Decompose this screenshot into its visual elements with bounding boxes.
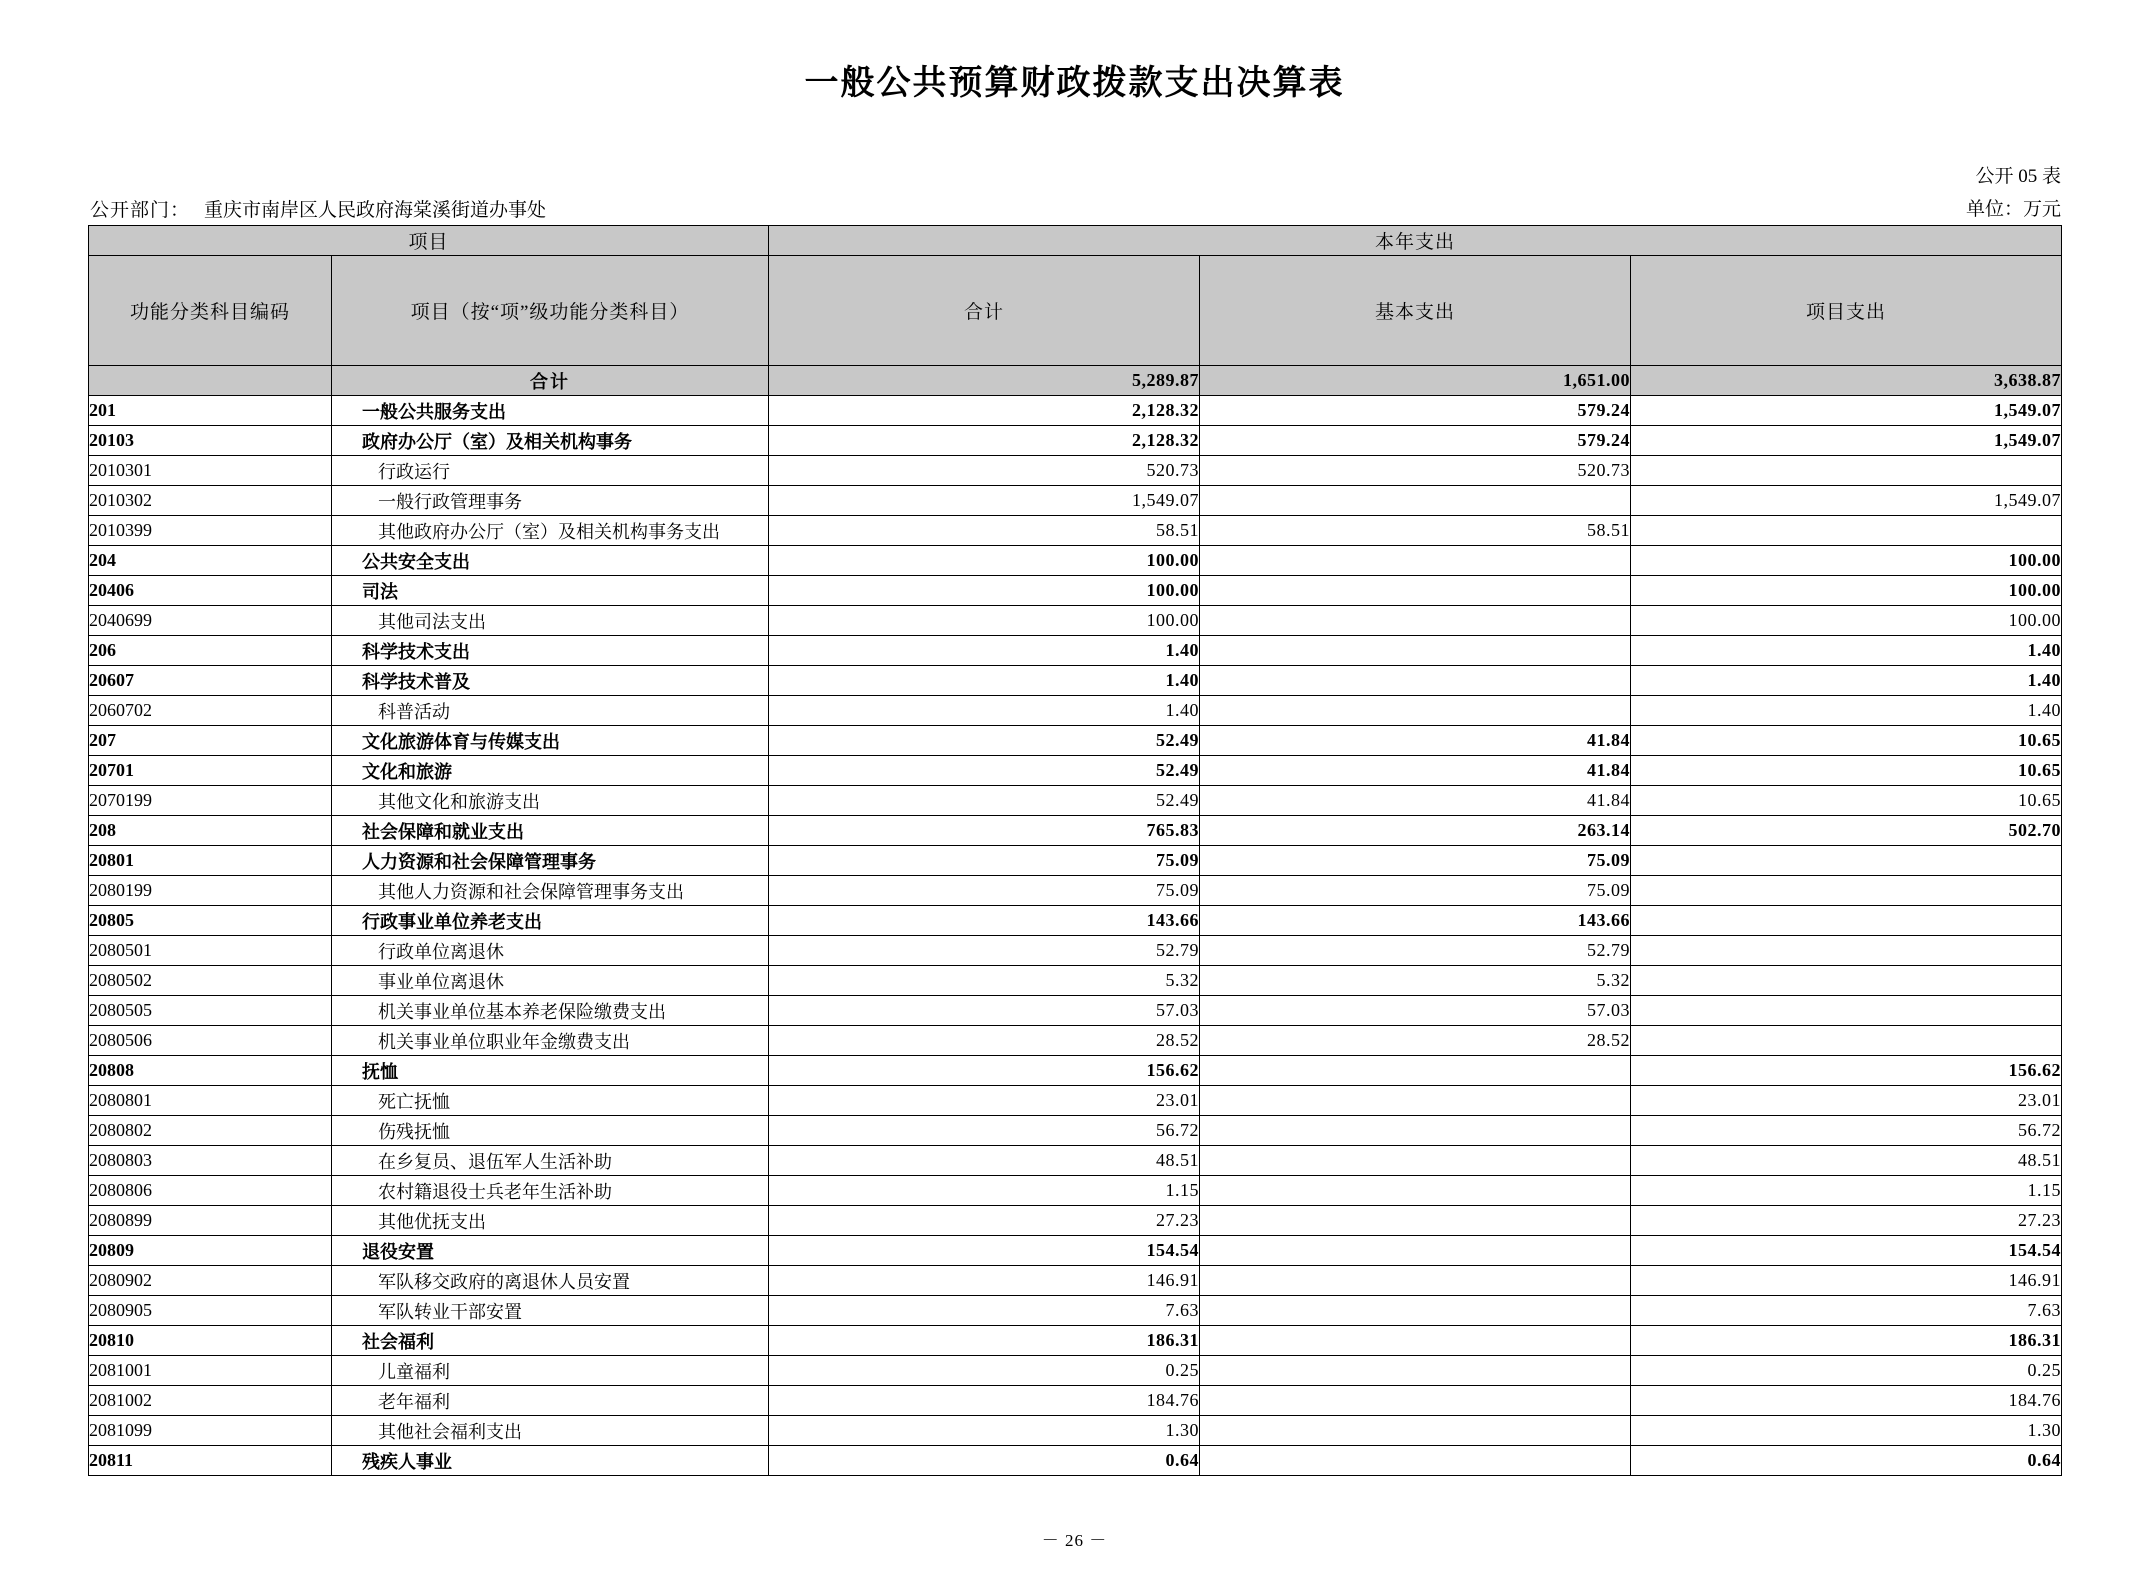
row-basic	[1200, 1206, 1631, 1236]
total-row-total: 5,289.87	[769, 366, 1200, 396]
row-basic: 41.84	[1200, 756, 1631, 786]
total-row-basic: 1,651.00	[1200, 366, 1631, 396]
table-row	[89, 846, 2062, 876]
row-name: 社会保障和就业支出	[332, 816, 769, 846]
row-total: 23.01	[769, 1086, 1200, 1116]
row-total: 186.31	[769, 1326, 1200, 1356]
page-title: 一般公共预算财政拨款支出决算表	[804, 65, 1345, 102]
table-row	[89, 516, 2062, 546]
budget-table	[88, 225, 2062, 1476]
row-name: 其他司法支出	[332, 606, 769, 636]
row-name: 行政事业单位养老支出	[332, 906, 769, 936]
row-name: 其他社会福利支出	[332, 1416, 769, 1446]
row-total: 75.09	[769, 876, 1200, 906]
table-row	[89, 576, 2062, 606]
row-code: 2070199	[89, 786, 332, 816]
row-project: 1,549.07	[1631, 396, 2062, 426]
row-basic	[1200, 1356, 1631, 1386]
page-footer: － 26 －	[1041, 1531, 1108, 1550]
row-project: 100.00	[1631, 546, 2062, 576]
row-name: 社会福利	[332, 1326, 769, 1356]
row-name: 其他人力资源和社会保障管理事务支出	[332, 876, 769, 906]
row-basic	[1200, 486, 1631, 516]
row-name: 儿童福利	[332, 1356, 769, 1386]
group-header-expenditure: 本年支出	[769, 226, 2062, 256]
row-project: 1.40	[1631, 666, 2062, 696]
row-total: 1.30	[769, 1416, 1200, 1446]
row-name: 机关事业单位基本养老保险缴费支出	[332, 996, 769, 1026]
row-name: 司法	[332, 576, 769, 606]
unit-note: 单位：万元	[1965, 199, 2061, 221]
row-basic	[1200, 1326, 1631, 1356]
table-row	[89, 1266, 2062, 1296]
row-code: 2080802	[89, 1116, 332, 1146]
row-basic: 75.09	[1200, 846, 1631, 876]
row-total: 156.62	[769, 1056, 1200, 1086]
row-basic	[1200, 1236, 1631, 1266]
table-row	[89, 906, 2062, 936]
table-row	[89, 1386, 2062, 1416]
row-basic: 5.32	[1200, 966, 1631, 996]
row-basic	[1200, 1296, 1631, 1326]
row-name: 公共安全支出	[332, 546, 769, 576]
row-name: 死亡抚恤	[332, 1086, 769, 1116]
group-header-item: 项目	[89, 226, 769, 256]
row-basic	[1200, 666, 1631, 696]
row-basic: 41.84	[1200, 726, 1631, 756]
row-project: 1.15	[1631, 1176, 2062, 1206]
row-project: 1.30	[1631, 1416, 2062, 1446]
table-row	[89, 1326, 2062, 1356]
row-total: 27.23	[769, 1206, 1200, 1236]
row-project: 156.62	[1631, 1056, 2062, 1086]
row-code: 2080502	[89, 966, 332, 996]
row-code: 20801	[89, 846, 332, 876]
row-code: 20805	[89, 906, 332, 936]
row-code: 206	[89, 636, 332, 666]
table-head-group-row	[89, 226, 2062, 256]
table-row	[89, 726, 2062, 756]
table-row	[89, 1206, 2062, 1236]
row-basic	[1200, 1116, 1631, 1146]
column-header-code: 功能分类科目编码	[89, 256, 332, 366]
row-code: 2080905	[89, 1296, 332, 1326]
row-total: 52.79	[769, 936, 1200, 966]
table-row	[89, 666, 2062, 696]
row-total: 1.40	[769, 636, 1200, 666]
table-row	[89, 1146, 2062, 1176]
row-code: 2080199	[89, 876, 332, 906]
table-row	[89, 1086, 2062, 1116]
row-basic: 58.51	[1200, 516, 1631, 546]
row-basic	[1200, 1266, 1631, 1296]
row-project: 0.64	[1631, 1446, 2062, 1476]
row-name: 在乡复员、退伍军人生活补助	[332, 1146, 769, 1176]
row-code: 2080899	[89, 1206, 332, 1236]
row-project: 10.65	[1631, 786, 2062, 816]
row-project: 48.51	[1631, 1146, 2062, 1176]
row-name: 老年福利	[332, 1386, 769, 1416]
row-total: 1,549.07	[769, 486, 1200, 516]
row-total: 75.09	[769, 846, 1200, 876]
row-basic: 41.84	[1200, 786, 1631, 816]
row-name: 文化和旅游	[332, 756, 769, 786]
row-name: 其他政府办公厅（室）及相关机构事务支出	[332, 516, 769, 546]
row-code: 20811	[89, 1446, 332, 1476]
row-name: 军队移交政府的离退休人员安置	[332, 1266, 769, 1296]
document-page	[0, 55, 2149, 1575]
column-header-project: 项目支出	[1631, 256, 2062, 366]
row-project: 27.23	[1631, 1206, 2062, 1236]
row-code: 2010301	[89, 456, 332, 486]
row-code: 2060702	[89, 696, 332, 726]
row-project: 154.54	[1631, 1236, 2062, 1266]
row-code: 2080801	[89, 1086, 332, 1116]
row-code: 20809	[89, 1236, 332, 1266]
row-code: 2040699	[89, 606, 332, 636]
document-meta-right	[1966, 160, 2061, 227]
table-row	[89, 606, 2062, 636]
row-name: 人力资源和社会保障管理事务	[332, 846, 769, 876]
table-row	[89, 996, 2062, 1026]
row-total: 100.00	[769, 546, 1200, 576]
row-name: 其他优抚支出	[332, 1206, 769, 1236]
row-project: 10.65	[1631, 726, 2062, 756]
row-basic	[1200, 1386, 1631, 1416]
row-name: 军队转业干部安置	[332, 1296, 769, 1326]
table-row	[89, 936, 2062, 966]
row-basic	[1200, 1086, 1631, 1116]
table-row	[89, 816, 2062, 846]
row-name: 残疾人事业	[332, 1446, 769, 1476]
row-total: 1.15	[769, 1176, 1200, 1206]
table-row	[89, 966, 2062, 996]
row-total: 154.54	[769, 1236, 1200, 1266]
table-row	[89, 426, 2062, 456]
row-basic	[1200, 576, 1631, 606]
row-project: 502.70	[1631, 816, 2062, 846]
row-code: 201	[89, 396, 332, 426]
table-row	[89, 486, 2062, 516]
row-basic	[1200, 1056, 1631, 1086]
table-row	[89, 696, 2062, 726]
row-name: 农村籍退役士兵老年生活补助	[332, 1176, 769, 1206]
row-code: 207	[89, 726, 332, 756]
row-code: 20607	[89, 666, 332, 696]
row-project: 1,549.07	[1631, 486, 2062, 516]
row-project: 1.40	[1631, 636, 2062, 666]
row-name: 一般公共服务支出	[332, 396, 769, 426]
table-row	[89, 1296, 2062, 1326]
table-row	[89, 756, 2062, 786]
row-total: 56.72	[769, 1116, 1200, 1146]
row-code: 2010302	[89, 486, 332, 516]
row-project	[1631, 516, 2062, 546]
row-project: 184.76	[1631, 1386, 2062, 1416]
table-row	[89, 1416, 2062, 1446]
row-code: 2080505	[89, 996, 332, 1026]
row-basic: 263.14	[1200, 816, 1631, 846]
row-basic: 28.52	[1200, 1026, 1631, 1056]
row-project	[1631, 456, 2062, 486]
row-total: 1.40	[769, 696, 1200, 726]
row-name: 伤残抚恤	[332, 1116, 769, 1146]
table-row	[89, 1056, 2062, 1086]
row-total: 7.63	[769, 1296, 1200, 1326]
row-code: 2081002	[89, 1386, 332, 1416]
table-row	[89, 456, 2062, 486]
row-total: 100.00	[769, 606, 1200, 636]
row-code: 20406	[89, 576, 332, 606]
row-name: 抚恤	[332, 1056, 769, 1086]
department-line	[90, 195, 546, 222]
row-code: 204	[89, 546, 332, 576]
row-total: 52.49	[769, 726, 1200, 756]
row-code: 20701	[89, 756, 332, 786]
row-project	[1631, 996, 2062, 1026]
row-project	[1631, 846, 2062, 876]
column-header-name: 项目（按“项”级功能分类科目）	[332, 256, 769, 366]
row-basic: 579.24	[1200, 426, 1631, 456]
row-basic: 75.09	[1200, 876, 1631, 906]
row-code: 20810	[89, 1326, 332, 1356]
row-basic: 520.73	[1200, 456, 1631, 486]
row-basic	[1200, 696, 1631, 726]
row-basic: 143.66	[1200, 906, 1631, 936]
row-name: 政府办公厅（室）及相关机构事务	[332, 426, 769, 456]
row-name: 其他文化和旅游支出	[332, 786, 769, 816]
row-project: 186.31	[1631, 1326, 2062, 1356]
row-name: 退役安置	[332, 1236, 769, 1266]
row-project: 56.72	[1631, 1116, 2062, 1146]
row-code: 20808	[89, 1056, 332, 1086]
row-code: 2080501	[89, 936, 332, 966]
row-basic	[1200, 1416, 1631, 1446]
row-project: 1.40	[1631, 696, 2062, 726]
row-total: 2,128.32	[769, 396, 1200, 426]
total-row-project: 3,638.87	[1631, 366, 2062, 396]
row-project	[1631, 1026, 2062, 1056]
table-number: 公开 05 表	[1975, 166, 2061, 187]
row-total: 100.00	[769, 576, 1200, 606]
table-row	[89, 546, 2062, 576]
row-name: 行政运行	[332, 456, 769, 486]
row-project: 0.25	[1631, 1356, 2062, 1386]
total-row-code-blank	[89, 366, 332, 396]
row-code: 2081001	[89, 1356, 332, 1386]
row-code: 20103	[89, 426, 332, 456]
row-project: 100.00	[1631, 606, 2062, 636]
row-project: 7.63	[1631, 1296, 2062, 1326]
row-project: 23.01	[1631, 1086, 2062, 1116]
table-row	[89, 1176, 2062, 1206]
row-total: 143.66	[769, 906, 1200, 936]
row-basic: 579.24	[1200, 396, 1631, 426]
column-header-total: 合计	[769, 256, 1200, 366]
table-row	[89, 636, 2062, 666]
table-row	[89, 876, 2062, 906]
row-project: 100.00	[1631, 576, 2062, 606]
table-row-total	[89, 366, 2062, 396]
row-project	[1631, 966, 2062, 996]
row-code: 2010399	[89, 516, 332, 546]
row-project	[1631, 876, 2062, 906]
row-basic: 57.03	[1200, 996, 1631, 1026]
row-total: 0.25	[769, 1356, 1200, 1386]
table-body	[89, 366, 2062, 1476]
department-value: 重庆市南岸区人民政府海棠溪街道办事处	[204, 200, 547, 221]
row-total: 765.83	[769, 816, 1200, 846]
row-total: 1.40	[769, 666, 1200, 696]
table-head-column-row	[89, 256, 2062, 366]
row-total: 52.49	[769, 756, 1200, 786]
row-code: 2080806	[89, 1176, 332, 1206]
total-row-label: 合计	[332, 366, 769, 396]
table-row	[89, 1356, 2062, 1386]
row-total: 58.51	[769, 516, 1200, 546]
row-basic	[1200, 636, 1631, 666]
row-name: 科学技术支出	[332, 636, 769, 666]
table-row	[89, 1236, 2062, 1266]
row-name: 行政单位离退休	[332, 936, 769, 966]
row-total: 2,128.32	[769, 426, 1200, 456]
table-row	[89, 1116, 2062, 1146]
row-total: 57.03	[769, 996, 1200, 1026]
row-name: 科学技术普及	[332, 666, 769, 696]
row-total: 184.76	[769, 1386, 1200, 1416]
row-project: 1,549.07	[1631, 426, 2062, 456]
column-header-basic: 基本支出	[1200, 256, 1631, 366]
row-name: 文化旅游体育与传媒支出	[332, 726, 769, 756]
row-code: 208	[89, 816, 332, 846]
table-row	[89, 1446, 2062, 1476]
row-basic	[1200, 546, 1631, 576]
row-code: 2080902	[89, 1266, 332, 1296]
table-row	[89, 1026, 2062, 1056]
row-name: 科普活动	[332, 696, 769, 726]
row-total: 0.64	[769, 1446, 1200, 1476]
row-project	[1631, 906, 2062, 936]
row-project: 10.65	[1631, 756, 2062, 786]
row-basic	[1200, 1446, 1631, 1476]
row-total: 520.73	[769, 456, 1200, 486]
department-label: 公开部门：	[90, 200, 191, 221]
row-name: 一般行政管理事务	[332, 486, 769, 516]
row-basic	[1200, 1176, 1631, 1206]
row-code: 2080506	[89, 1026, 332, 1056]
row-project: 146.91	[1631, 1266, 2062, 1296]
row-basic: 52.79	[1200, 936, 1631, 966]
row-name: 机关事业单位职业年金缴费支出	[332, 1026, 769, 1056]
row-project	[1631, 936, 2062, 966]
row-total: 28.52	[769, 1026, 1200, 1056]
row-code: 2080803	[89, 1146, 332, 1176]
table-row	[89, 396, 2062, 426]
row-basic	[1200, 1146, 1631, 1176]
table-row	[89, 786, 2062, 816]
table-head	[89, 226, 2062, 366]
row-total: 48.51	[769, 1146, 1200, 1176]
row-code: 2081099	[89, 1416, 332, 1446]
row-total: 146.91	[769, 1266, 1200, 1296]
row-total: 52.49	[769, 786, 1200, 816]
row-name: 事业单位离退休	[332, 966, 769, 996]
row-basic	[1200, 606, 1631, 636]
row-total: 5.32	[769, 966, 1200, 996]
